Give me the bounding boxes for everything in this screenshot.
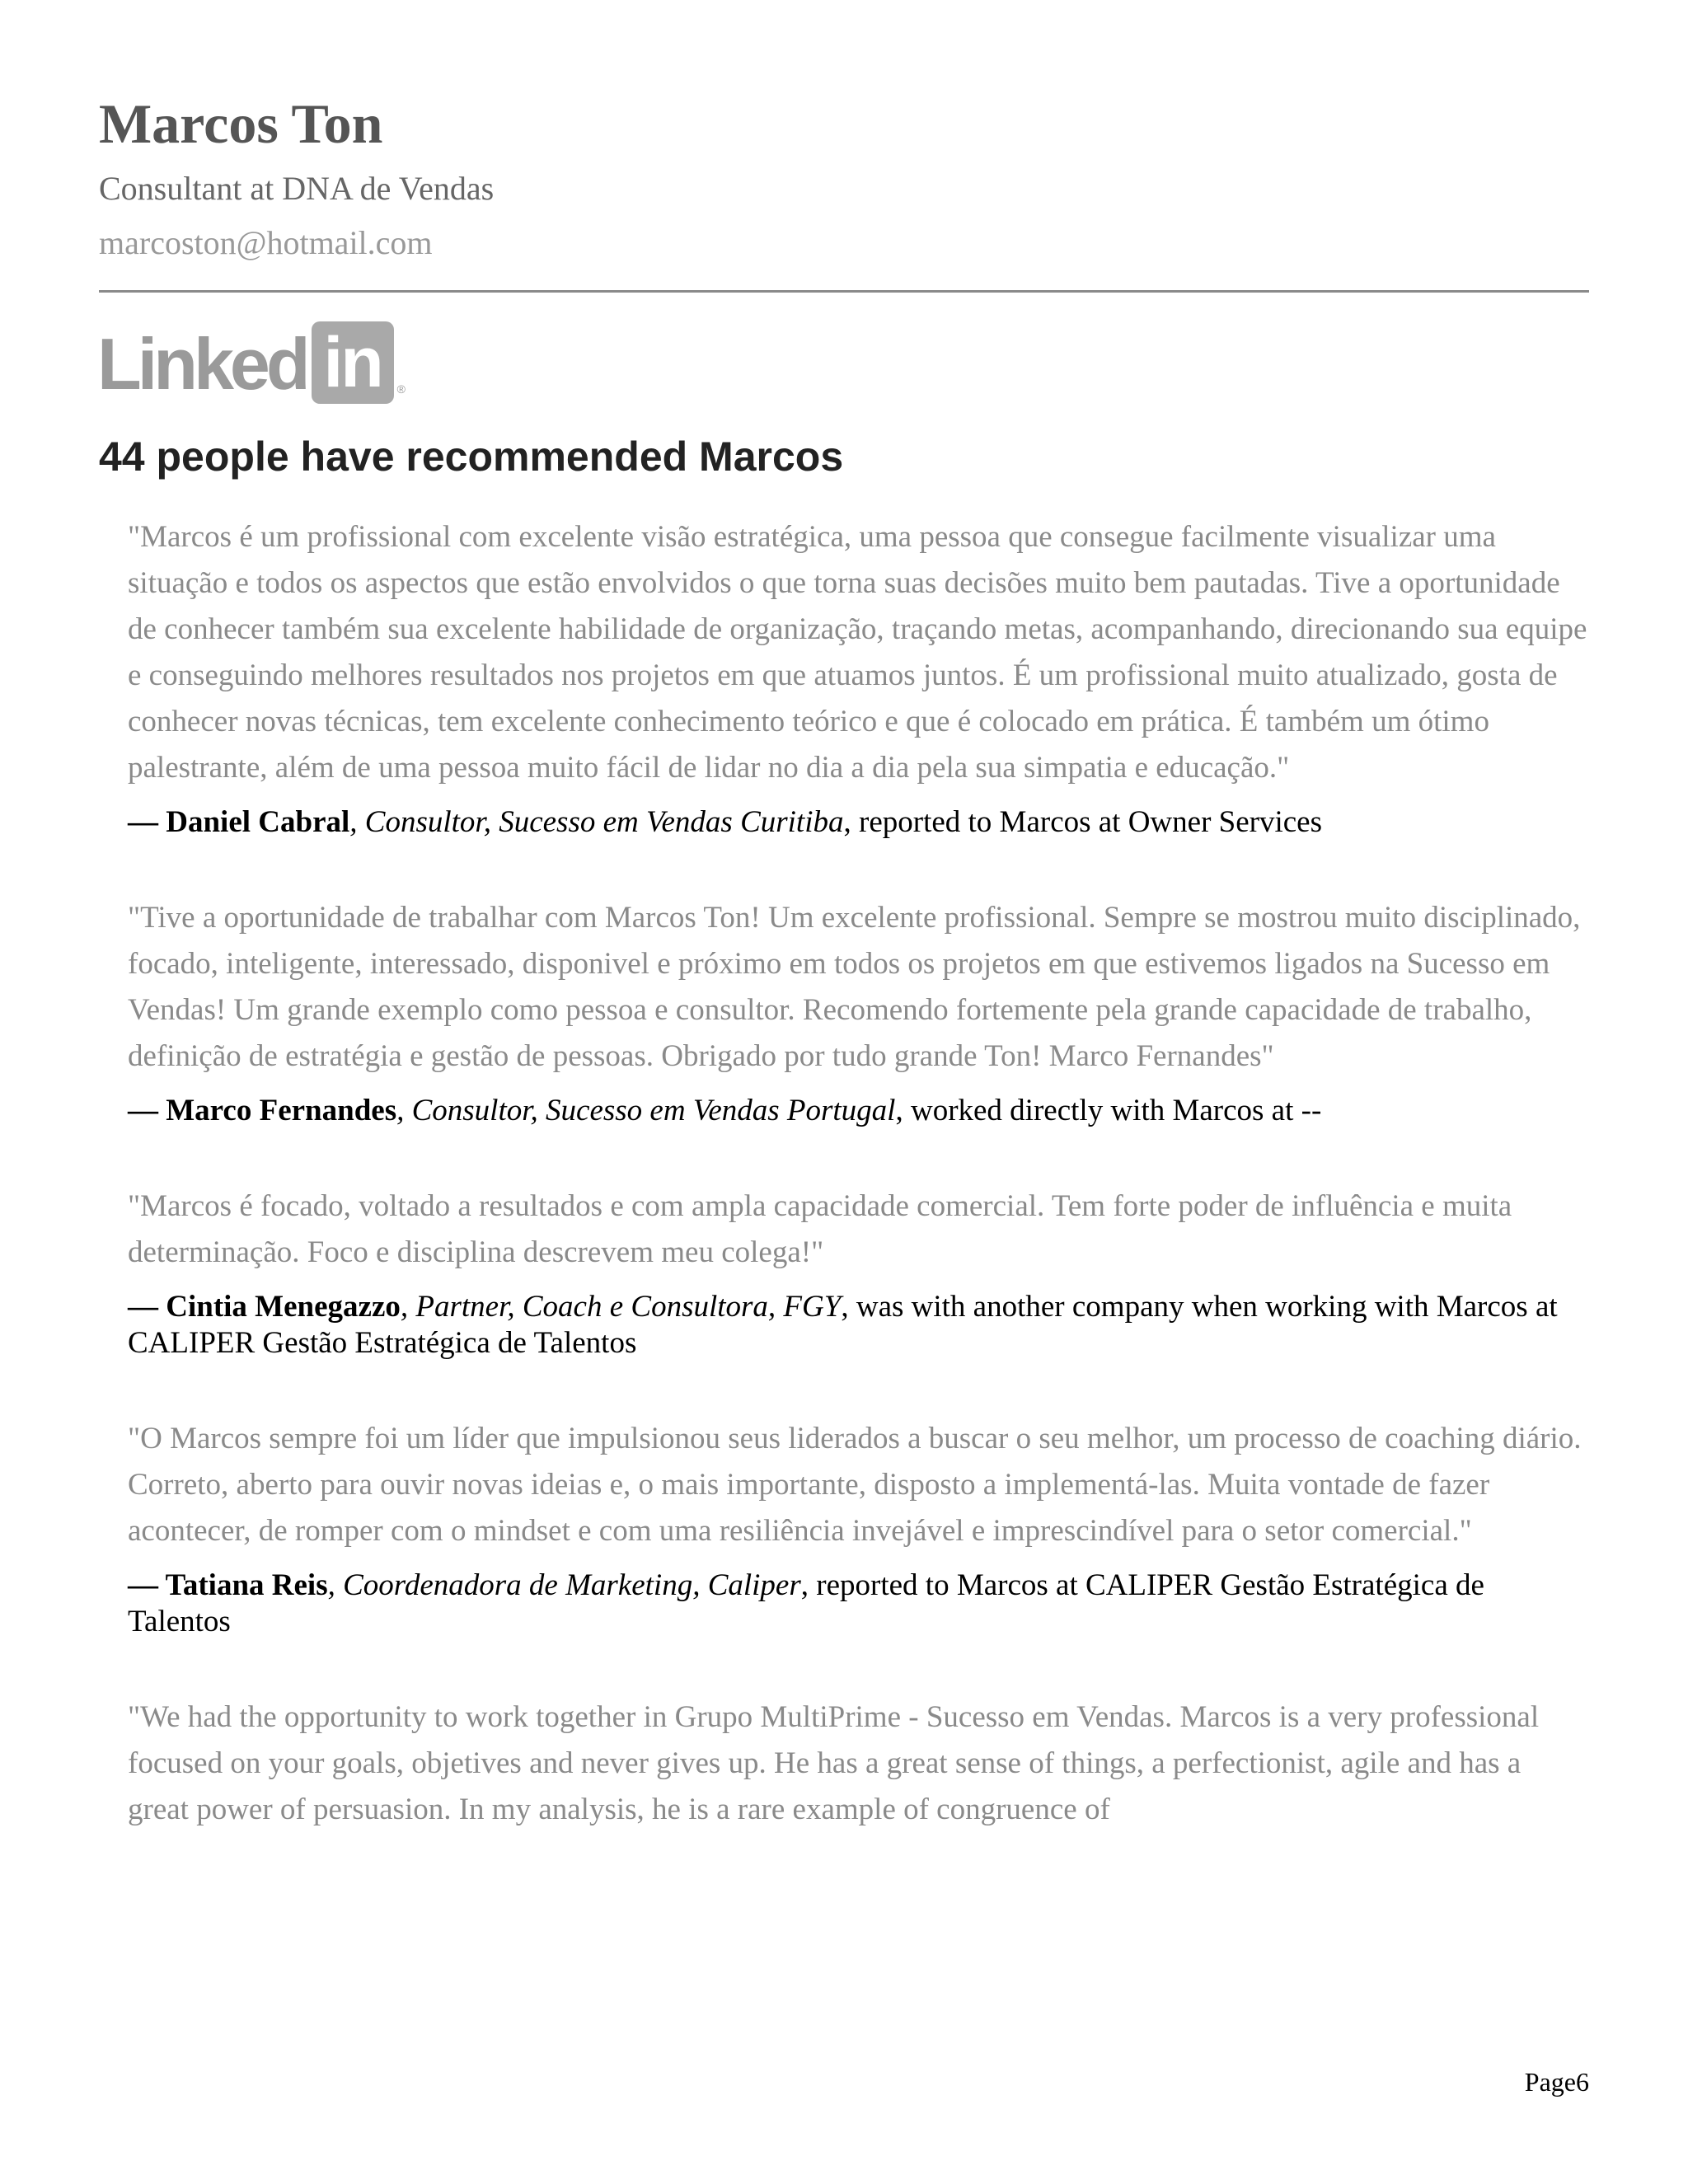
recommender-name: — Daniel Cabral: [128, 805, 350, 839]
logo-in-box: in: [312, 321, 394, 404]
recommendations-heading-text: people have recommended Marcos: [144, 434, 844, 480]
recommender-relation: , worked directly with Marcos at --: [895, 1094, 1322, 1127]
profile-name: Marcos Ton: [99, 92, 383, 155]
recommendation-quote: "O Marcos sempre foi um líder que impulsionou seus liderados a buscar o seu melhor, um processo de coaching diário. Correto, aberto para ouvir novas ideias e, o mais importante, disposto a implementá-las. Muita vontade de fazer acontecer, de romper com o mindset e com uma resiliência invejável e imprescindível para o setor comercial.": [128, 1422, 1582, 1548]
recommendation-quote: "Marcos é um profissional com excelente visão estratégica, uma pessoa que consegue facilmente visualizar uma situação e todos os aspectos que estão envolvidos o que torna suas decisões muito bem pautadas. Tive a oportunidade de conhecer também sua excelente habilidade de organização, traçando metas, acompanhando, direcionando sua equipe e conseguindo melhores resultados nos projetos em que atuamos juntos. É um profissional muito atualizado, gosta de conhecer novas técnicas, tem excelente conhecimento teórico e que é colocado em prática. É também um ótimo palestrante, além de uma pessoa muito fácil de lidar no dia a dia pela sua simpatia e educação.": [128, 520, 1587, 785]
recommender-title: , Consultor, Sucesso em Vendas Curitiba: [349, 805, 844, 839]
profile-email: marcoston@hotmail.com: [99, 224, 433, 261]
recommender-title: , Partner, Coach e Consultora, FGY: [400, 1290, 842, 1324]
recommendation-item: [128, 514, 1589, 841]
recommender-title: , Coordenadora de Marketing, Caliper: [327, 1568, 801, 1602]
recommendations-list: [128, 514, 1589, 1887]
recommender-relation: , reported to Marcos at Owner Services: [843, 805, 1322, 839]
recommendation-attribution: [128, 1093, 1589, 1129]
recommendation-attribution: [128, 1289, 1589, 1361]
logo-registered-mark: ®: [396, 382, 406, 396]
recommendation-item: [128, 1694, 1589, 1833]
page-number: Page6: [1524, 2067, 1589, 2097]
recommender-relation: , reported to Marcos at CALIPER Gestão Estratégica de Talentos: [128, 1568, 1484, 1638]
logo-wordmark: Linked: [97, 323, 307, 405]
recommendation-item: [128, 1183, 1589, 1361]
linkedin-logo-icon: [97, 321, 406, 407]
header-divider: [99, 290, 1589, 293]
recommender-name: — Cintia Menegazzo: [128, 1290, 401, 1324]
profile-headline: Consultant at DNA de Vendas: [99, 170, 495, 207]
profile-header: [99, 89, 1589, 264]
recommender-name: — Tatiana Reis: [128, 1568, 328, 1602]
recommendation-item: [128, 1416, 1589, 1640]
recommendation-item: [128, 895, 1589, 1129]
recommendations-heading: [99, 430, 843, 483]
recommender-relation: , was with another company when working with Marcos at CALIPER Gestão Estratégica de Talentos: [128, 1290, 1558, 1360]
recommendation-attribution: [128, 1568, 1589, 1640]
recommendation-quote: "Marcos é focado, voltado a resultados e com ampla capacidade comercial. Tem forte poder de influência e muita determinação. Foco e disciplina descrevem meu colega!": [128, 1189, 1512, 1269]
recommendation-quote: "Tive a oportunidade de trabalhar com Marcos Ton! Um excelente profissional. Sempre se mostrou muito disciplinado, focado, inteligente, interessado, disponivel e próximo em todos os projetos em que estivemos ligados na Sucesso em Vendas! Um grande exemplo como pessoa e consultor. Recomendo fortemente pela grande capacidade de trabalho, definição de estratégia e gestão de pessoas. Obrigado por tudo grande Ton! Marco Fernandes": [128, 901, 1581, 1073]
recommender-name: — Marco Fernandes: [128, 1094, 397, 1127]
recommendation-attribution: [128, 804, 1589, 841]
recommendations-count: 44: [99, 434, 145, 480]
recommendation-quote: "We had the opportunity to work together in Grupo MultiPrime - Sucesso em Vendas. Marcos is a very professional focused on your goals, objetives and never gives up. He has a great sense of things, a perfectionist, agile and has a great power of persuasion. In my analysis, he is a rare example of congruence of: [128, 1700, 1540, 1826]
recommender-title: , Consultor, Sucesso em Vendas Portugal: [396, 1094, 896, 1127]
